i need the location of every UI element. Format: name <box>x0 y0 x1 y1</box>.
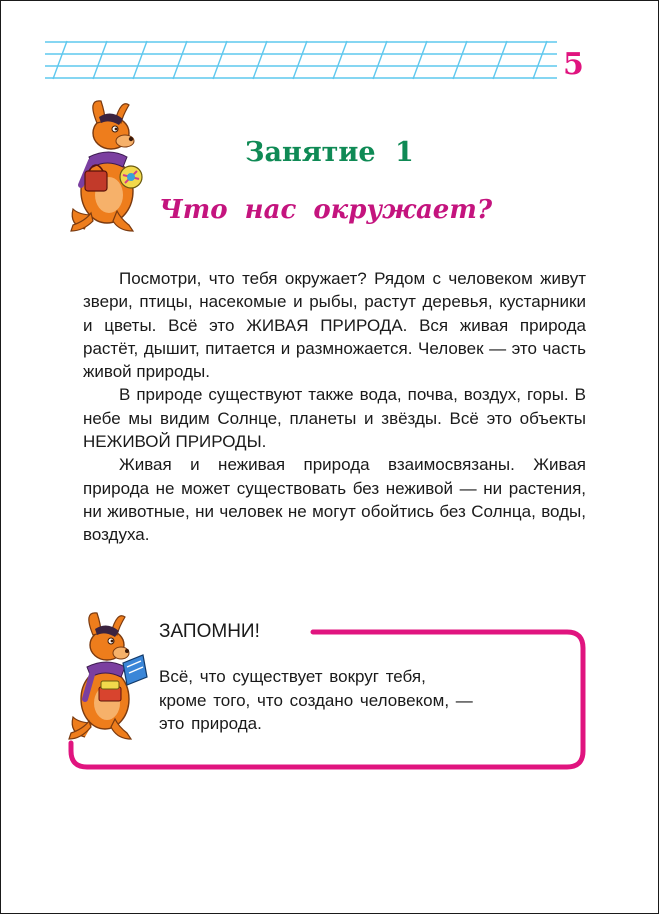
paragraph: Живая и неживая природа взаимосвязаны. Живая природа не может существовать без неживой — ни растения, ни животные, ни человек не могут обойтись без Солнца, воды, воздуха. <box>83 455 586 545</box>
paragraph: Посмотри, что тебя окружает? Рядом с человеком живут звери, птицы, насекомые и рыбы, растут деревья, кустарники и цветы. Всё это ЖИВАЯ ПРИРОДА. Вся живая природа растёт, дышит, питается и размножается. Человек — это часть живой природы. <box>83 269 586 382</box>
lesson-title: Занятие 1 <box>245 137 414 168</box>
header-grid-decoration <box>45 39 557 81</box>
page-number: 5 <box>563 47 584 82</box>
remember-line: это природа. <box>159 714 262 733</box>
lesson-body <box>83 267 586 547</box>
remember-text <box>159 665 559 736</box>
remember-title: ЗАПОМНИ! <box>159 621 260 642</box>
remember-line: кроме того, что создано человеком, — <box>159 690 473 710</box>
paragraph: В природе существуют также вода, почва, воздух, горы. В небе мы видим Солнце, планеты и звёзды. Всё это объекты НЕЖИВОЙ ПРИРОДЫ. <box>83 385 586 452</box>
remember-line: Всё, что существует вокруг тебя, <box>159 667 426 686</box>
kangaroo-with-bag-icon <box>63 97 159 237</box>
kangaroo-reading-book-icon <box>63 609 153 745</box>
lesson-subtitle: Что нас окружает? <box>159 195 493 225</box>
